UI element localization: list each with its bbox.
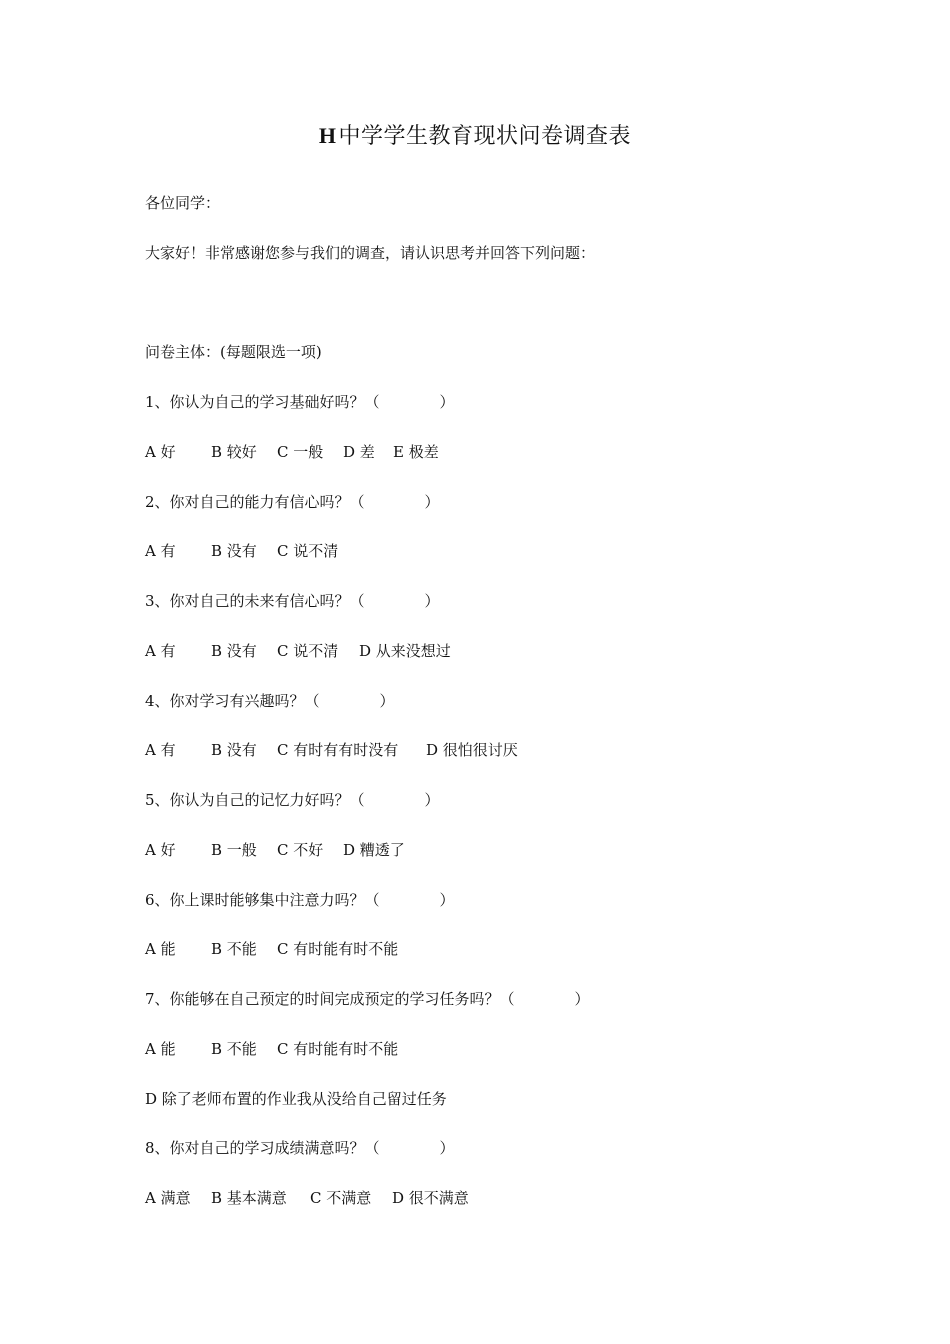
option-6-b: B 不能	[211, 940, 257, 958]
option-8-c: C 不满意	[310, 1189, 372, 1207]
option-1-c: C 一般	[277, 443, 324, 461]
options-5	[145, 839, 405, 861]
question-3: 3、你对自己的未来有信心吗？（ ）	[145, 592, 440, 610]
option-7-b: B 不能	[211, 1040, 257, 1058]
option-7-d: D 除了老师布置的作业我从没给自己留过任务	[145, 1090, 447, 1108]
options-8	[145, 1187, 469, 1209]
option-8-d: D 很不满意	[392, 1189, 469, 1207]
options-4	[145, 739, 518, 761]
option-6-c: C 有时能有时不能	[277, 940, 399, 958]
question-5: 5、你认为自己的记忆力好吗？（ ）	[145, 791, 440, 809]
option-2-b: B 没有	[211, 542, 257, 560]
option-5-c: C 不好	[277, 841, 324, 859]
question-6: 6、你上课时能够集中注意力吗？（ ）	[145, 891, 455, 909]
option-8-b: B 基本满意	[211, 1189, 287, 1207]
page-title	[0, 121, 950, 152]
option-8-a: A 满意	[145, 1189, 191, 1207]
option-2-c: C 说不清	[277, 542, 339, 560]
option-5-b: B 一般	[211, 841, 257, 859]
question-2: 2、你对自己的能力有信心吗？（ ）	[145, 493, 440, 511]
question-4: 4、你对学习有兴趣吗？（ ）	[145, 692, 395, 710]
option-1-b: B 较好	[211, 443, 257, 461]
title-text: 中学学生教育现状问卷调查表	[338, 124, 632, 149]
option-3-d: D 从来没想过	[359, 642, 451, 660]
option-7-a: A 能	[145, 1040, 176, 1058]
options-3	[145, 640, 451, 662]
options-7	[145, 1038, 398, 1060]
intro-text: 大家好！非常感谢您参与我们的调查，请认识思考并回答下列问题：	[145, 244, 596, 262]
option-2-a: A 有	[145, 542, 176, 560]
option-3-c: C 说不清	[277, 642, 339, 660]
option-5-a: A 好	[145, 841, 176, 859]
options-1	[145, 441, 439, 463]
option-1-a: A 好	[145, 443, 176, 461]
question-1: 1、你认为自己的学习基础好吗？（ ）	[145, 393, 455, 411]
option-7-c: C 有时能有时不能	[277, 1040, 399, 1058]
option-6-a: A 能	[145, 940, 176, 958]
option-5-d: D 糟透了	[343, 841, 405, 859]
option-1-d: D 差	[343, 443, 375, 461]
option-3-b: B 没有	[211, 642, 257, 660]
options-6	[145, 938, 398, 960]
question-8: 8、你对自己的学习成绩满意吗？（ ）	[145, 1139, 455, 1157]
option-1-e: E 极差	[393, 443, 439, 461]
option-4-d: D 很怕很讨厌	[426, 741, 518, 759]
greeting: 各位同学：	[145, 194, 221, 212]
title-prefix: H	[318, 123, 337, 148]
option-4-a: A 有	[145, 741, 176, 759]
option-3-a: A 有	[145, 642, 176, 660]
option-4-c: C 有时有有时没有	[277, 741, 399, 759]
options-2	[145, 540, 338, 562]
section-heading: 问卷主体：(每题限选一项)	[145, 343, 322, 361]
question-7: 7、你能够在自己预定的时间完成预定的学习任务吗？（ ）	[145, 990, 590, 1008]
option-4-b: B 没有	[211, 741, 257, 759]
